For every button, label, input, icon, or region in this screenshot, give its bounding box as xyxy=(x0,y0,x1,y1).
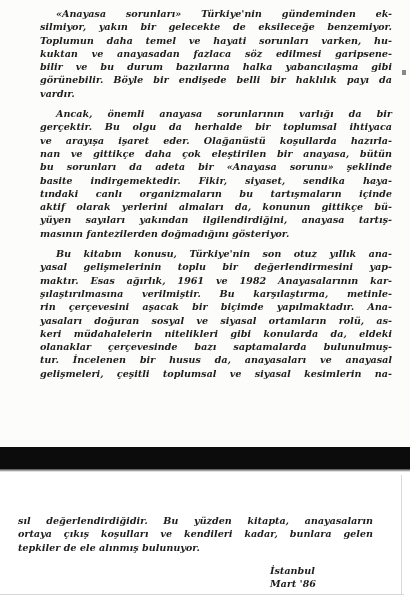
text-line: bilir ve bu durum bazılarına halka yabancılaşma gibi xyxy=(40,62,392,74)
text-line: ve arayışa işaret eder. Olağanüstü koşullarda hazırla- xyxy=(40,135,392,147)
text-line: yüyen sayıları yakından ilgilendirdiğini, anayasa tartış- xyxy=(40,215,392,227)
page-bottom-border xyxy=(0,594,404,595)
signature-block xyxy=(270,565,316,591)
text-line: masının fantezilerden doğmadığını gösteriyor. xyxy=(40,228,290,240)
text-line: görünebilir. Böyle bir endişede belli bir haklılık payı da xyxy=(40,75,392,87)
text-line: olanaklar çerçevesinde bazı saptamalarda bulunulmuş- xyxy=(40,342,392,354)
text-line: gerçektir. Bu olgu da herhalde bir toplumsal ihtiyaca xyxy=(40,122,392,134)
text-line: rin çerçevesini aşacak bir biçimde yapılmaktadır. Ana- xyxy=(40,302,392,314)
text-line: basite indirgemektedir. Fikir, siyaset, sendika haya- xyxy=(40,175,392,187)
text-line: yasaları doğuran sosyal ve siyasal ortamların rolü, as- xyxy=(40,315,392,327)
scan-edge-mark xyxy=(402,70,406,75)
text-line: Bu kitabın konusu, Türkiye'nin son otuz yıllık ana- xyxy=(56,249,392,261)
scan-black-band xyxy=(0,447,410,469)
text-line: maktır. Esas ağırlık, 1961 ve 1982 Anayasalarının kar- xyxy=(40,275,392,287)
text-line: kuktan ve anayasadan fazlaca söz edilmesi garipsene- xyxy=(40,48,392,60)
paragraph-gap xyxy=(40,101,392,108)
text-line: vardır. xyxy=(40,88,75,100)
paragraph-gap xyxy=(40,241,392,248)
signature-date: Mart '86 xyxy=(270,579,316,590)
text-line: ortaya çıkış koşulları ve kendileri kadar, bunlara gelen xyxy=(18,529,373,541)
paragraph-3 xyxy=(40,248,392,381)
text-line: aktif olarak yerlerini almaları da, konunun gittikçe bü- xyxy=(40,202,392,214)
text-line: şılaştırılmasına verilmiştir. Bu karşılaştırma, metinle- xyxy=(40,288,392,300)
text-line: keri müdahalelerin nitelikleri gibi konularda da, eldeki xyxy=(40,328,392,340)
scan-stray-mark xyxy=(369,182,379,185)
signature-place: İstanbul xyxy=(270,566,315,577)
text-line: yasal gelişmelerinin toplu bir değerlendirmesini yap- xyxy=(40,262,392,274)
text-line: Toplumun daha temel ve hayati sorunları varken, hu- xyxy=(40,35,392,47)
text-line: bu sorunları da adeta bir «Anayasa sorunu» şeklinde xyxy=(40,162,392,174)
text-line: «Anayasa sorunları» Türkiye'nin gündeminden ek- xyxy=(56,9,392,20)
text-line: silmiyor, yakın bir gelecekte de eksileceğe benzemiyor. xyxy=(40,22,392,34)
text-line: tepkiler de ele alınmış bulunuyor. xyxy=(18,542,200,554)
text-line: gelişmeleri, çeşitli toplumsal ve siyasal kesimlerin na- xyxy=(40,368,392,380)
page-right-border xyxy=(401,475,402,595)
text-line: tındaki canlı organizmaların bu tartışmaların içinde xyxy=(40,188,392,200)
text-line: sıl değerlendirdiğidir. Bu yüzden kitapta, anayasaların xyxy=(18,516,373,527)
text-line: Ancak, önemli anayasa sorunlarının varlığı da bir xyxy=(56,109,392,121)
paragraph-4 xyxy=(18,515,373,555)
text-line: tur. İncelenen bir husus da, anayasaları ve anayasal xyxy=(40,355,392,367)
paragraph-2 xyxy=(40,108,392,241)
paragraph-1 xyxy=(40,8,392,101)
text-line: nan ve gittikçe daha çok eleştirilen bir anayasa, bütün xyxy=(40,148,392,160)
body-text xyxy=(40,8,392,381)
